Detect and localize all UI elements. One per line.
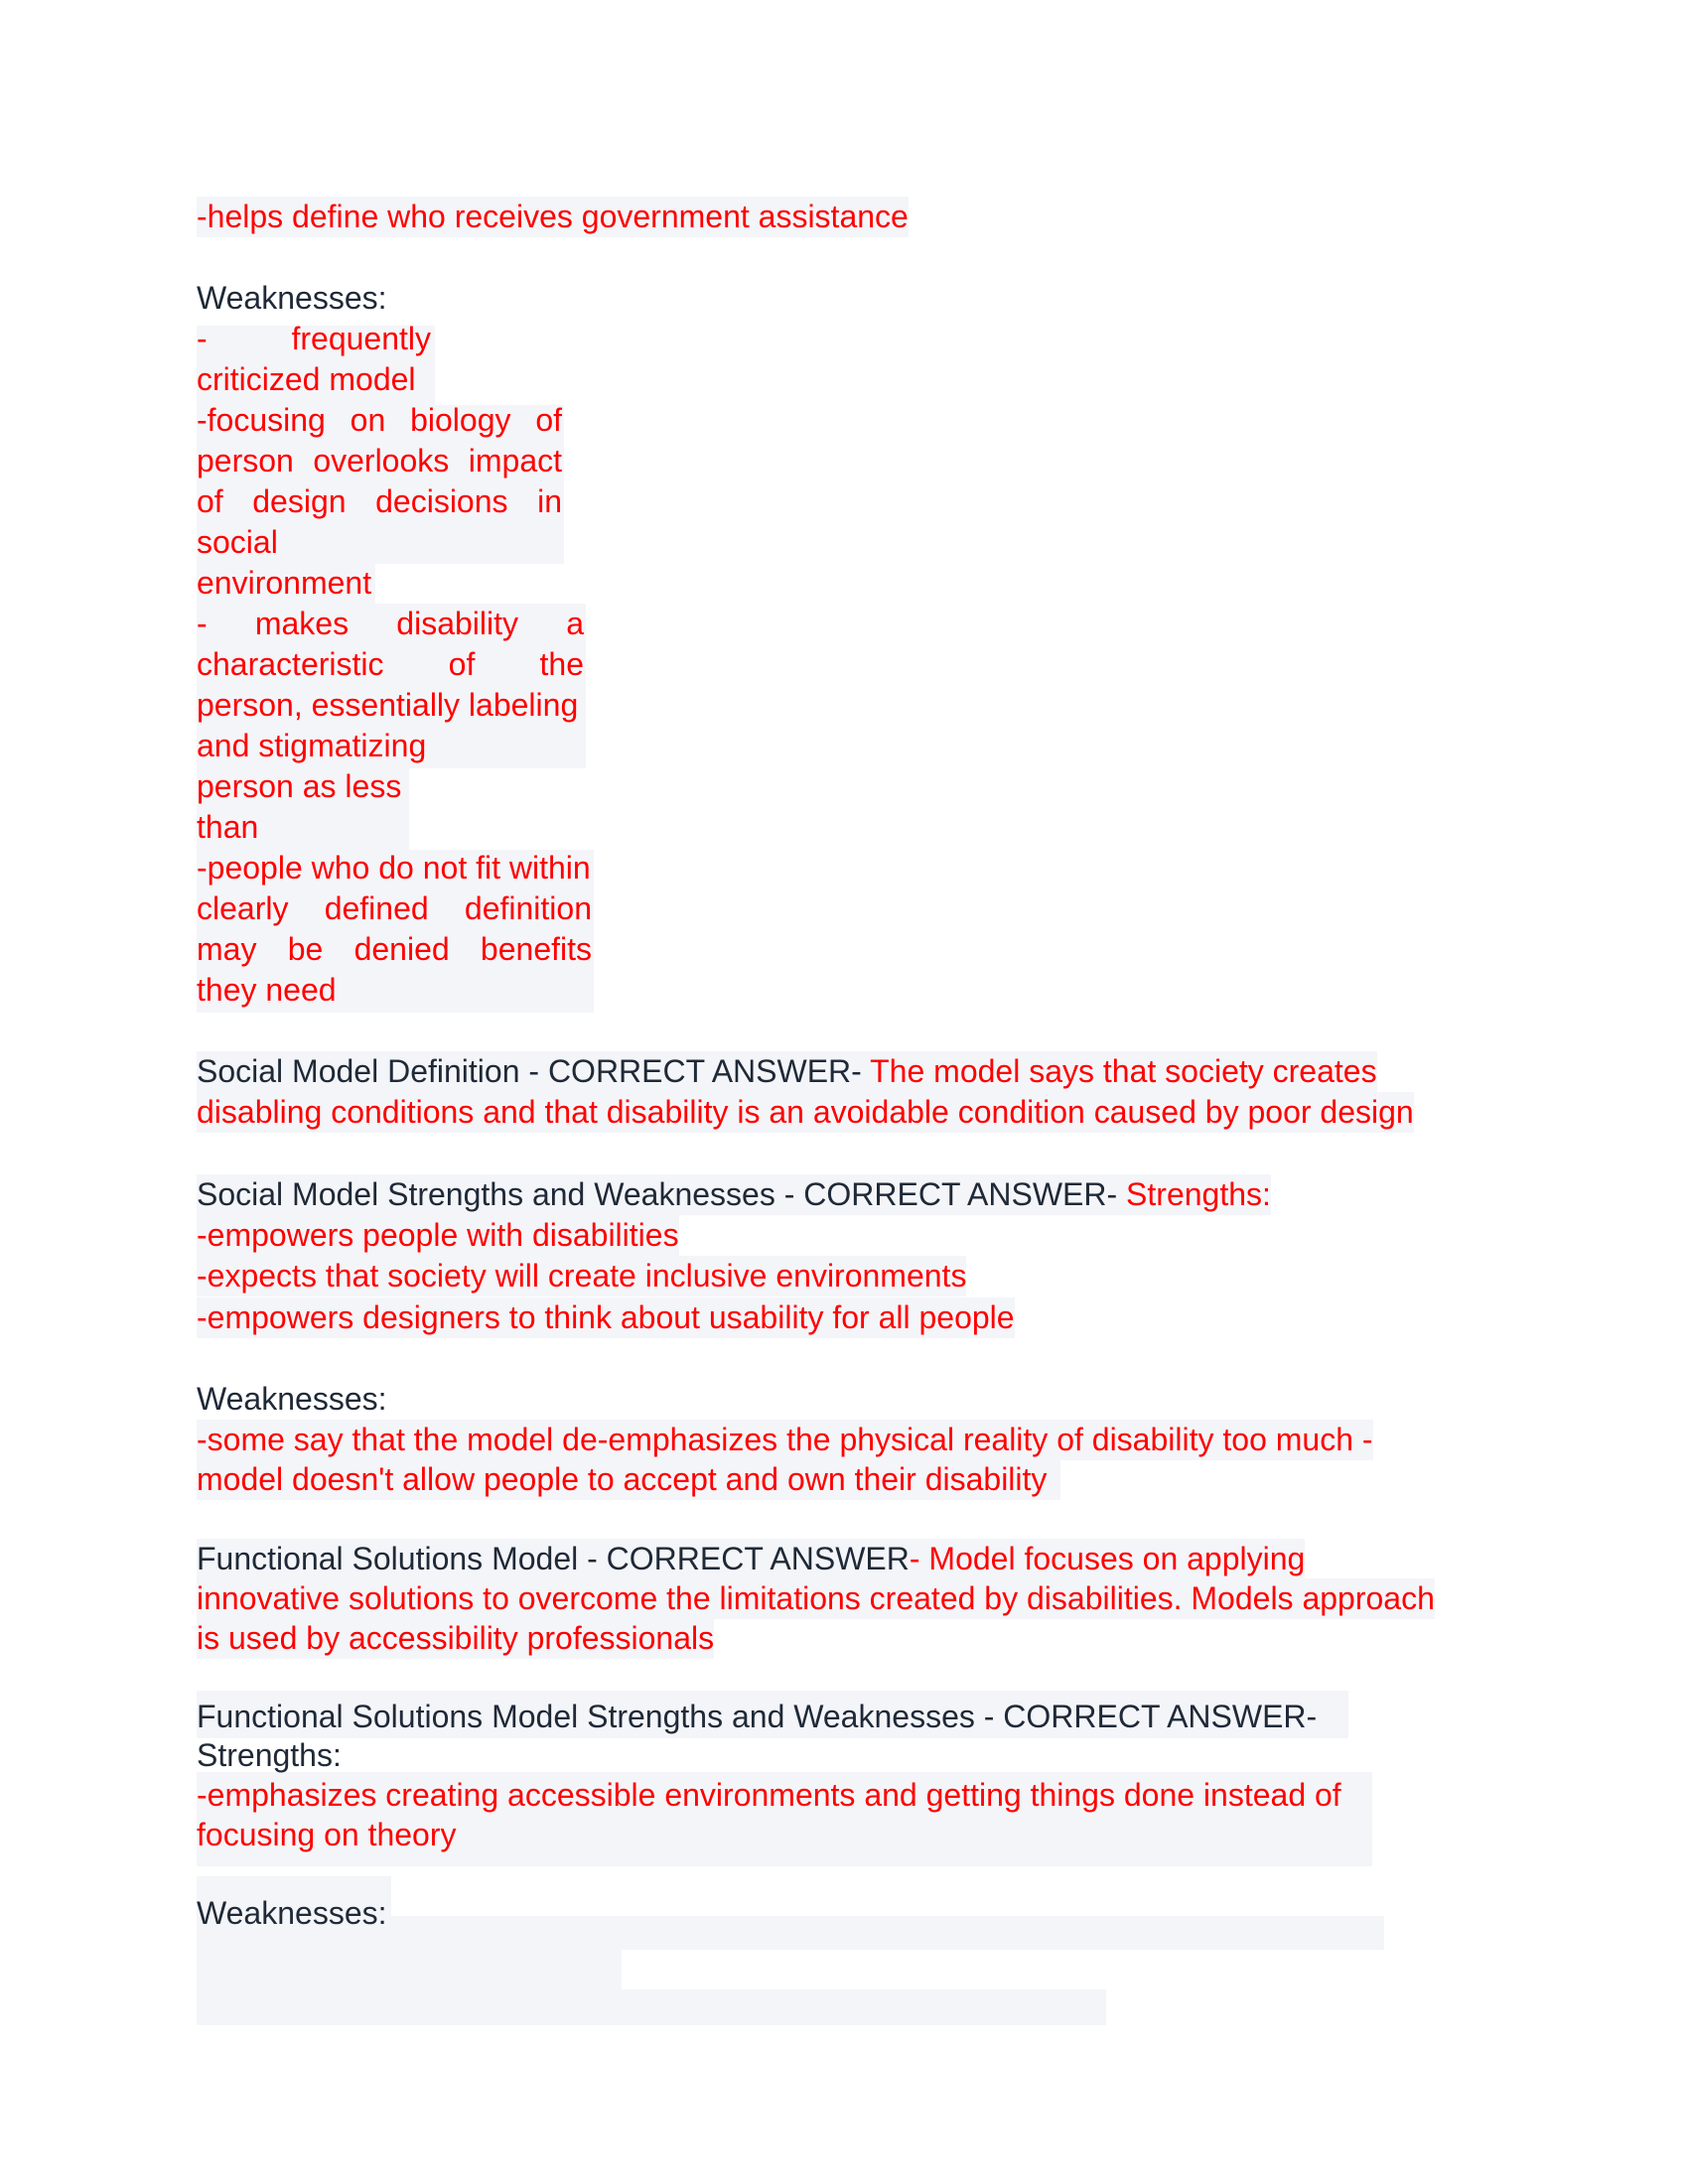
question-term: Social Model Definition - CORRECT ANSWER- (197, 1053, 862, 1089)
weakness-line: and stigmatizing (197, 728, 427, 763)
weakness-line: person, essentially labeling (197, 687, 579, 723)
question-term: Functional Solutions Model Strengths and Weaknesses - CORRECT ANSWER- (197, 1699, 1318, 1734)
weaknesses-heading: Weaknesses: (197, 1381, 387, 1417)
qa-functional-model (197, 1539, 1305, 1579)
weakness-line: environment (197, 565, 372, 601)
weakness-line: criticized model (197, 361, 416, 397)
weakness-line: may be denied benefits (197, 931, 592, 967)
weakness-line: person overlooks impact (197, 443, 562, 478)
answer-text: The model says that society creates (861, 1053, 1377, 1089)
strength-line: focusing on theory (197, 1817, 457, 1852)
weaknesses-heading: Weaknesses: (197, 280, 387, 316)
strengths-heading: Strengths: (197, 1737, 342, 1773)
strengths-heading: Strengths: (1117, 1176, 1271, 1212)
question-term: Functional Solutions Model - CORRECT ANSWER (197, 1541, 910, 1576)
weaknesses-heading: Weaknesses: (197, 1895, 387, 1931)
highlight-block (197, 1950, 622, 1989)
qa-social-definition (197, 1051, 1377, 1092)
weakness-line: of design decisions in (197, 483, 562, 519)
strength-line: -expects that society will create inclusive environments (197, 1256, 966, 1297)
answer-text: - Model focuses on applying (909, 1541, 1306, 1576)
strength-line: -helps define who receives government assistance (197, 197, 909, 237)
strength-line: -empowers designers to think about usability for all people (197, 1297, 1015, 1338)
highlight-block (197, 1989, 1106, 2025)
weakness-line: clearly defined definition (197, 890, 592, 926)
strength-line: -emphasizes creating accessible environments and getting things done instead of (197, 1777, 1341, 1813)
weakness-line: than (197, 809, 259, 845)
weakness-line: - makes disability a (197, 606, 584, 641)
question-term: Social Model Strengths and Weaknesses - CORRECT ANSWER- (197, 1176, 1118, 1212)
strength-line: -empowers people with disabilities (197, 1215, 679, 1256)
answer-line: is used by accessibility professionals (197, 1618, 714, 1659)
weakness-line: -focusing on biology of (197, 402, 562, 438)
answer-line: disabling conditions and that disability is an avoidable condition caused by poor design (197, 1092, 1414, 1133)
weakness-line: -some say that the model de-emphasizes the physical reality of disability too much - (197, 1420, 1373, 1460)
weakness-line: person as less (197, 768, 402, 804)
weakness-line: model doesn't allow people to accept and own their disability (197, 1459, 1060, 1500)
weakness-line: characteristic of the (197, 646, 584, 682)
weakness-line: they need (197, 972, 337, 1008)
answer-line: innovative solutions to overcome the limitations created by disabilities. Models approach (197, 1578, 1435, 1619)
weakness-line: social (197, 524, 278, 560)
weakness-line: -people who do not fit within (197, 850, 591, 886)
qa-social-strengths-weaknesses (197, 1174, 1271, 1215)
weakness-line: - frequently (197, 321, 431, 356)
